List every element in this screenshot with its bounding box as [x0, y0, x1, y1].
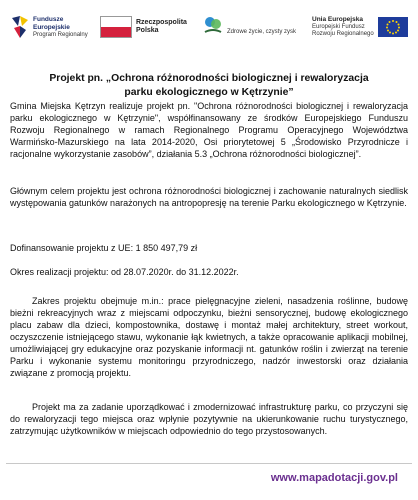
paragraph-goal: Głównym celem projektu jest ochrona różnorodności biologicznej i zachowanie naturalnych siedlisk występowania gatunków narażonych na antropopresję na terenie Parku ekologicznego w Kętrzynie.	[10, 186, 408, 208]
footer-url[interactable]: www.mapadotacji.gov.pl	[270, 472, 398, 484]
warmia-mazury-icon	[202, 14, 224, 40]
rp-line1: Rzeczpospolita	[136, 19, 187, 26]
paragraph-purpose: Projekt ma za zadanie uporządkować i zmodernizować infrastrukturę parku, co przyczyni się do rewaloryzacji tego miejsca oraz wpłynie pozytywnie na ukierunkowanie ruchu turystycznego, zatrzymując użytkowników w miejscach odpowiednio do tego przystosowanych.	[10, 402, 408, 436]
polish-flag-icon	[100, 16, 132, 38]
paragraph-period: Okres realizacji projektu: od 28.07.2020r. do 31.12.2022r.	[10, 267, 239, 277]
eu-flag-icon	[378, 17, 408, 37]
paragraph-intro: Gmina Miejska Kętrzyn realizuje projekt pn. "Ochrona różnorodności biologicznej i rewaloryzacja parku ekologicznego w Kętrzynie", współfinansowany ze środków Europejskiego Funduszu Rozwoju Regionalnego w ramach Regionalnego Programu Operacyjnego Województwa Warmińsko-Mazurskiego na lata 2014-2020, Osi priorytetowej 5 „Środowisko Przyrodnicze i racjonalne wykorzystanie zasobów”, działania 5.3 „Ochrona różnorodności biologicznej”.	[10, 101, 408, 159]
ue-line2: Europejski Fundusz	[312, 24, 365, 30]
unia-europejska-logo	[312, 10, 408, 44]
warmia-mazury-logo	[202, 10, 296, 44]
fundusze-line2: Europejskie	[33, 23, 70, 31]
fundusze-line1: Fundusze	[33, 15, 64, 23]
logo-bar	[10, 10, 408, 44]
fundusze-europejskie-logo	[10, 10, 88, 44]
rzeczpospolita-polska-logo	[100, 10, 187, 44]
footer-divider	[6, 463, 412, 464]
ue-line1: Unia Europejska	[312, 16, 363, 23]
rp-line2: Polska	[136, 27, 159, 34]
fundusze-star-icon	[10, 14, 30, 40]
ue-line3: Rozwoju Regionalnego	[312, 31, 374, 37]
paragraph-funding: Dofinansowanie projektu z UE: 1 850 497,79 zł	[10, 243, 198, 253]
fundusze-line3: Program Regionalny	[33, 31, 88, 38]
project-title: Projekt pn. „Ochrona różnorodności biologicznej i rewaloryzacja parku ekologicznego w Kętrzynie”	[49, 73, 369, 98]
warmia-tagline: Zdrowe życie, czysty zysk	[227, 28, 297, 35]
paragraph-scope: Zakres projektu obejmuje m.in.: prace pielęgnacyjne zieleni, nasadzenia roślinne, budowę bieżni rekreacyjnych wraz z miejscami odpoczynku, bieżni sensorycznej, budowę ekologicznego placu zabaw dla dzieci, kompostownika, dostawę i montaż małej architektury, street workout, oczyszczenie istniejącego stawu, wykonanie łąk kwietnych, a także opracowanie aplikacji mobilnej, umożliwiającej gry edukacyjne oraz pozyskanie informacji nt. gatunków roślin i zwierząt na terenie Parku i wykonanie systemu monitoringu przyrodniczego, nadzór inwestorski oraz działania związane z promocją projektu.	[10, 296, 408, 378]
